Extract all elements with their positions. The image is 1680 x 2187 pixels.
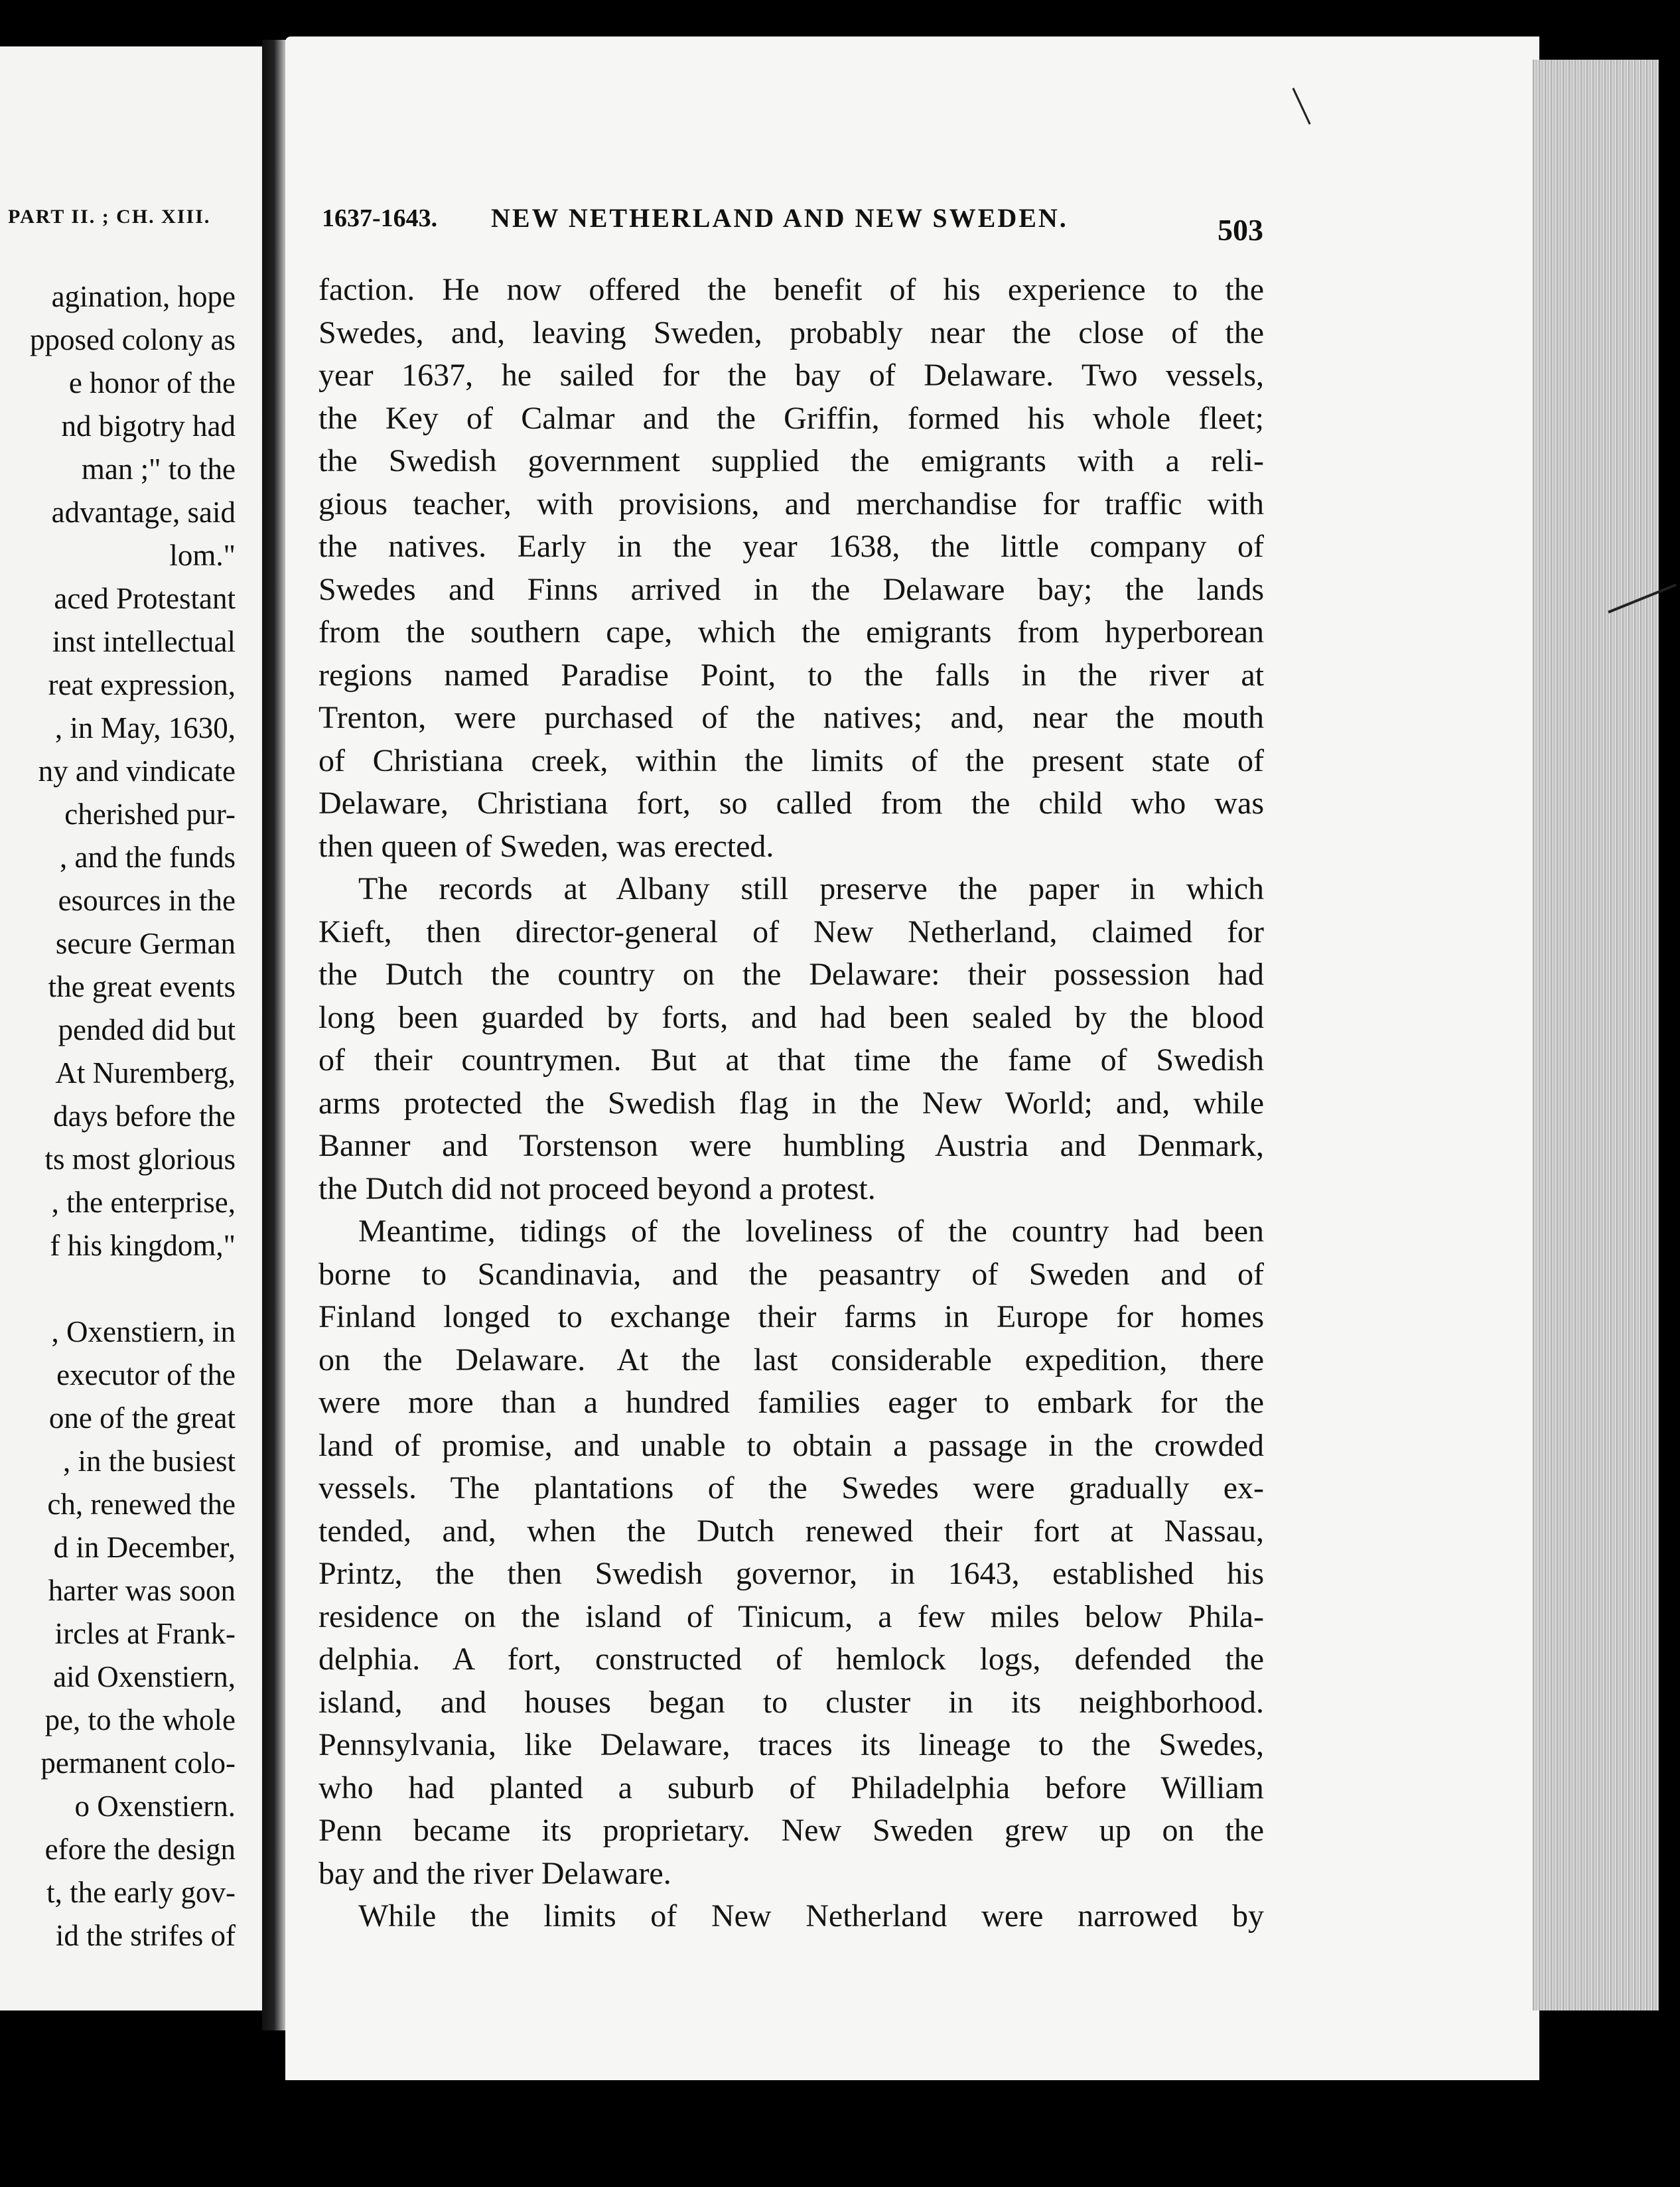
left-text-line: , and the funds bbox=[60, 841, 236, 874]
left-text-line: reat expression, bbox=[48, 668, 236, 701]
left-text-line: cherished pur- bbox=[64, 798, 236, 831]
left-text-line: harter was soon bbox=[48, 1574, 236, 1607]
running-head-date-range: 1637-1643. bbox=[322, 204, 438, 232]
text-line: island, and houses began to cluster in its neighborhood. bbox=[318, 1684, 1264, 1720]
text-line: Meantime, tidings of the loveliness of the country had been bbox=[358, 1214, 1264, 1249]
text-line: land of promise, and unable to obtain a passage in the crowded bbox=[318, 1427, 1264, 1463]
left-text-line: executor of the bbox=[56, 1358, 236, 1391]
text-line: regions named Paradise Point, to the falls in the river at bbox=[318, 657, 1264, 693]
left-text-line bbox=[0, 1267, 236, 1310]
text-line: Penn became its proprietary. New Sweden grew up on the bbox=[318, 1813, 1264, 1848]
left-text-line: t, the early gov- bbox=[46, 1876, 236, 1909]
left-text-line: , Oxenstiern, in bbox=[51, 1315, 236, 1348]
left-running-head: PART II. ; CH. XIII. bbox=[8, 206, 211, 228]
text-line: the Key of Calmar and the Griffin, formed his whole fleet; bbox=[318, 400, 1264, 436]
left-text-line: efore the design bbox=[44, 1833, 236, 1866]
left-text-line: At Nuremberg, bbox=[55, 1056, 236, 1090]
text-line: bay and the river Delaware. bbox=[318, 1855, 671, 1891]
text-line: Delaware, Christiana fort, so called from the child who was bbox=[318, 786, 1264, 821]
text-line: tended, and, when the Dutch renewed their fort at Nassau, bbox=[318, 1513, 1264, 1549]
text-line: Trenton, were purchased of the natives; and, near the mouth bbox=[318, 700, 1264, 735]
left-text-line: aid Oxenstiern, bbox=[53, 1660, 236, 1693]
left-text-line: d in December, bbox=[53, 1531, 236, 1564]
text-line: of their countrymen. But at that time the fame of Swedish bbox=[318, 1042, 1264, 1078]
left-text-line: days before the bbox=[53, 1099, 236, 1133]
left-text-line: f his kingdom," bbox=[50, 1229, 236, 1262]
left-text-line: id the strifes of bbox=[55, 1919, 236, 1952]
text-line: Banner and Torstenson were humbling Austria and Denmark, bbox=[318, 1128, 1264, 1163]
left-text-line: one of the great bbox=[48, 1401, 236, 1435]
text-line: Kieft, then director-general of New Netherland, claimed for bbox=[318, 914, 1264, 950]
text-line: the natives. Early in the year 1638, the little company of bbox=[318, 529, 1264, 564]
left-text-line: permanent colo- bbox=[40, 1746, 236, 1780]
left-text-line: ts most glorious bbox=[44, 1143, 236, 1176]
left-text-line: ny and vindicate bbox=[38, 754, 236, 788]
left-text-line: , in May, 1630, bbox=[54, 711, 236, 744]
text-line: gious teacher, with provisions, and merchandise for traffic with bbox=[318, 486, 1264, 522]
text-line: Swedes, and, leaving Sweden, probably near the close of the bbox=[318, 315, 1264, 350]
left-text-line: aced Protestant bbox=[54, 582, 236, 615]
left-page-text bbox=[0, 275, 236, 1957]
running-head-title: NEW NETHERLAND AND NEW SWEDEN. bbox=[491, 203, 1068, 233]
left-text-line: ch, renewed the bbox=[47, 1488, 236, 1521]
left-text-line: agination, hope bbox=[51, 280, 236, 313]
left-text-line: man ;" to the bbox=[81, 453, 236, 486]
text-line: were more than a hundred families eager to embark for the bbox=[318, 1385, 1264, 1420]
text-line: faction. He now offered the benefit of his experience to the bbox=[318, 272, 1264, 307]
text-line: Finland longed to exchange their farms in Europe for homes bbox=[318, 1299, 1264, 1334]
left-text-line: e honor of the bbox=[68, 366, 236, 399]
text-line: on the Delaware. At the last considerable expedition, there bbox=[318, 1342, 1264, 1377]
left-text-line: inst intellectual bbox=[52, 625, 236, 658]
left-text-line: ircles at Frank- bbox=[54, 1617, 236, 1650]
text-line: of Christiana creek, within the limits of the present state of bbox=[318, 742, 1264, 778]
left-text-line: pe, to the whole bbox=[44, 1703, 236, 1736]
text-line: residence on the island of Tinicum, a few miles below Phila- bbox=[318, 1598, 1264, 1634]
text-line: then queen of Sweden, was erected. bbox=[318, 828, 774, 864]
left-text-line: advantage, said bbox=[51, 496, 236, 529]
left-text-line: pposed colony as bbox=[30, 323, 236, 356]
left-text-line: , in the busiest bbox=[63, 1445, 236, 1478]
left-text-line: nd bigotry had bbox=[61, 409, 236, 443]
text-line: who had planted a suburb of Philadelphia before William bbox=[318, 1770, 1264, 1805]
text-line: the Dutch did not proceed beyond a protest. bbox=[318, 1170, 876, 1206]
text-line: the Swedish government supplied the emigrants with a reli- bbox=[318, 443, 1264, 478]
left-text-line: the great events bbox=[48, 970, 236, 1003]
text-line: the Dutch the country on the Delaware: their possession had bbox=[318, 957, 1264, 992]
text-line: The records at Albany still preserve the paper in which bbox=[358, 871, 1264, 906]
text-line: delphia. A fort, constructed of hemlock logs, defended the bbox=[318, 1642, 1264, 1677]
left-text-line: esources in the bbox=[58, 884, 236, 917]
text-line: borne to Scandinavia, and the peasantry of Sweden and of bbox=[318, 1256, 1264, 1292]
text-line: year 1637, he sailed for the bay of Delaware. Two vessels, bbox=[318, 358, 1264, 393]
text-line: long been guarded by forts, and had been sealed by the blood bbox=[318, 999, 1264, 1035]
left-text-line: lom." bbox=[169, 539, 236, 572]
page-edges bbox=[1533, 60, 1659, 2011]
text-line: Swedes and Finns arrived in the Delaware bay; the lands bbox=[318, 571, 1264, 607]
text-line: Printz, the then Swedish governor, in 1643, established his bbox=[318, 1556, 1264, 1591]
text-line: arms protected the Swedish flag in the New World; and, while bbox=[318, 1085, 1264, 1121]
left-text-line: , the enterprise, bbox=[51, 1186, 236, 1219]
left-text-line: secure German bbox=[55, 927, 236, 960]
left-text-line: pended did but bbox=[58, 1013, 236, 1046]
text-line: Pennsylvania, like Delaware, traces its lineage to the Swedes, bbox=[318, 1727, 1264, 1762]
left-text-line: o Oxenstiern. bbox=[74, 1790, 236, 1823]
text-line: vessels. The plantations of the Swedes were gradually ex- bbox=[318, 1470, 1264, 1506]
body-text bbox=[318, 269, 1264, 1938]
text-line: While the limits of New Netherland were narrowed by bbox=[358, 1898, 1264, 1934]
text-line: from the southern cape, which the emigrants from hyperborean bbox=[318, 614, 1264, 650]
left-facing-page bbox=[0, 46, 262, 2011]
page-number: 503 bbox=[1218, 213, 1263, 247]
